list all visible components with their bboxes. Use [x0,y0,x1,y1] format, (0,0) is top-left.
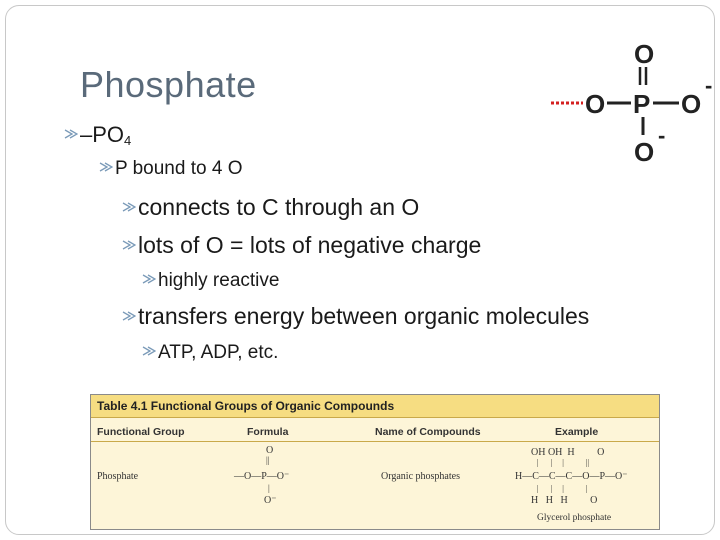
atom-o-right: O [681,89,702,119]
bullet-arrow-icon [142,274,156,284]
functional-groups-table [90,394,660,530]
example-row4: | | | | [537,484,588,493]
formula-single-bond: | [268,483,270,493]
header-formula: Formula [247,426,289,438]
atom-o-bottom: O [634,137,655,167]
example-row1: OH OH H O [531,447,605,458]
atom-o-left: O [585,89,606,119]
bullet-lots-of-o: lots of O = lots of negative charge [122,232,481,259]
formula-text: –PO [80,122,125,147]
slide [5,5,715,535]
bullet-arrow-icon [64,129,78,139]
charge-bottom: - [658,123,666,148]
cell-compounds: Organic phosphates [381,471,460,482]
header-example: Example [555,426,599,438]
bullet-arrow-icon [99,162,113,172]
example-caption: Glycerol phosphate [537,513,612,523]
bullet-arrow-icon [122,202,136,212]
formula-double-bond: || [266,455,270,465]
header-functional-group: Functional Group [97,426,185,438]
bullet-arrow-icon [142,346,156,356]
charge-right: - [705,73,713,98]
formula-subscript: 4 [124,133,132,148]
bullet-formula [64,122,131,148]
formula-top-o: O [266,445,274,456]
bullet-arrow-icon [122,240,136,250]
table-title: Table 4.1 Functional Groups of Organic Compounds [91,395,659,418]
formula-chain: —O—P—O⁻ [234,471,290,482]
example-row3: H—C—C—C—O—P—O⁻ [515,471,628,482]
cell-group: Phosphate [97,471,139,482]
atom-p-center: P [633,89,651,119]
bullet-highly-reactive: highly reactive [142,270,279,292]
bullet-transfers: transfers energy between organic molecules [122,303,589,330]
example-row2: | | | || [537,458,590,467]
phosphate-molecule-diagram [541,39,715,169]
example-row5: H H H O [531,495,598,506]
table-header-row [91,421,659,442]
header-name-of-compounds: Name of Compounds [375,426,481,438]
slide-title: Phosphate [80,64,257,105]
bullet-connects: connects to C through an O [122,194,419,221]
bullet-arrow-icon [122,311,136,321]
bullet-p-bound: P bound to 4 O [99,158,242,180]
formula-bottom-o: O⁻ [264,495,277,506]
atom-o-top: O [634,39,655,69]
bullet-atp: ATP, ADP, etc. [142,342,278,364]
